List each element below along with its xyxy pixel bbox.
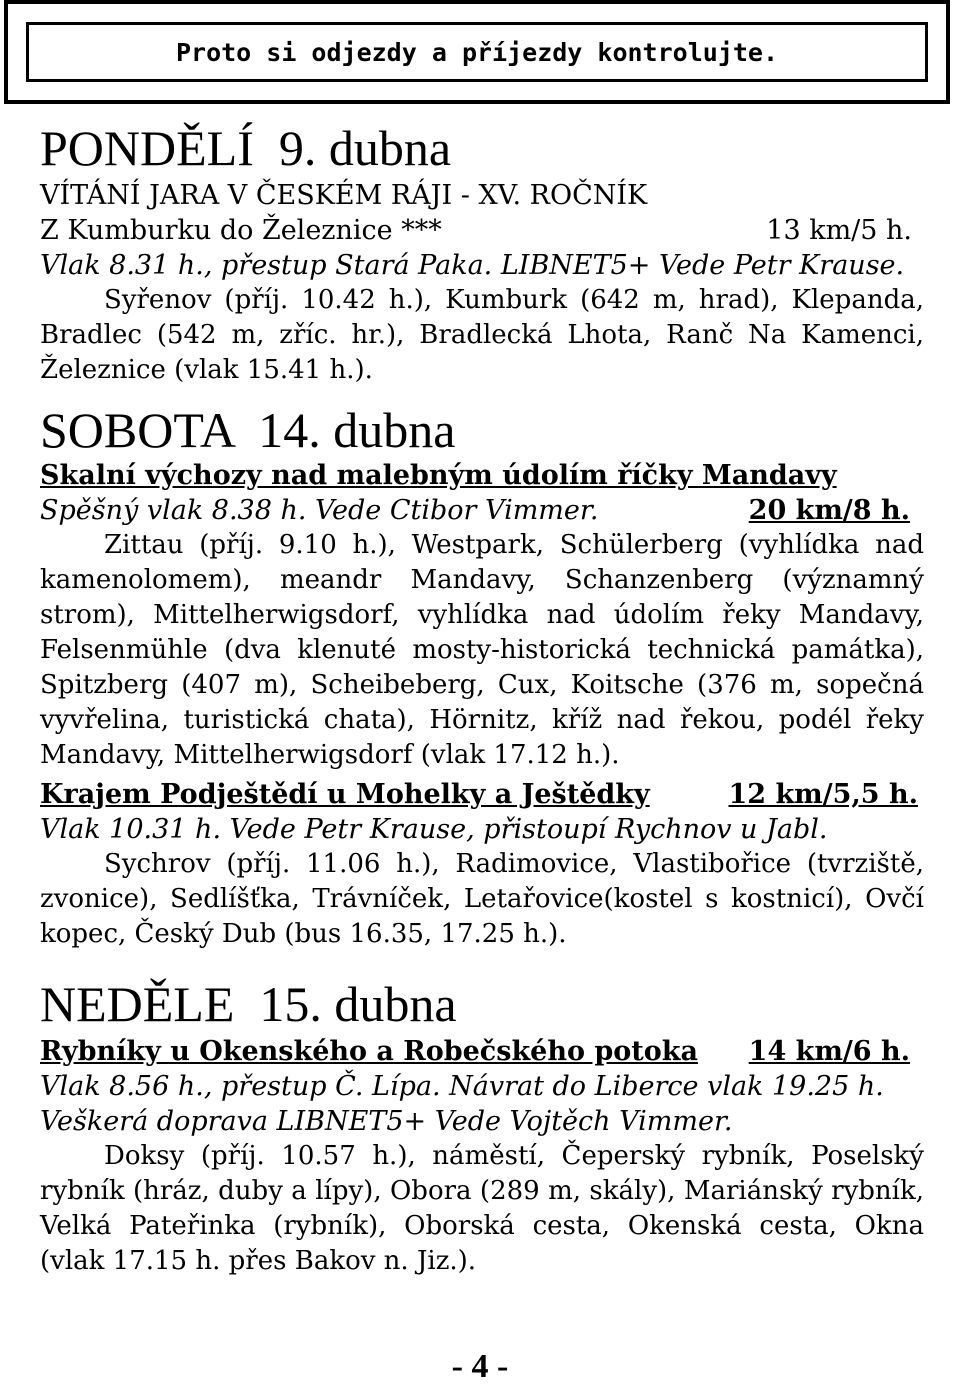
transport-text: Spěšný vlak 8.38 h. Vede Ctibor Vimmer.	[40, 495, 599, 526]
route-title-monday	[40, 213, 924, 248]
route-title-text: Z Kumburku do Železnice ***	[40, 215, 442, 246]
notice-box	[4, 0, 950, 104]
transport-saturday-2: Vlak 10.31 h. Vede Petr Krause, přistoupí Rychnov u Jabl.	[40, 814, 828, 845]
description-sunday: Doksy (příj. 10.57 h.), náměstí, Čeperský rybník, Poselský rybník (hráz, duby a lípy), Obora (289 m, skály), Mariánský rybník, Velká Pateřinka (rybník), Oborská cesta, Okenská cesta, Okna (vlak 17.15 h. přes Bakov n. Jiz.).	[40, 1141, 924, 1276]
trip-length-saturday-2: 12 km/5,5 h.	[728, 779, 918, 810]
transport-sunday-2: Veškerá doprava LIBNET5+ Vede Vojtěch Vimmer.	[40, 1106, 733, 1137]
day-title-sunday: NEDĚLE 15. dubna	[40, 976, 457, 1032]
trip-length-sunday: 14 km/6 h.	[748, 1036, 910, 1067]
notice-inner-frame	[26, 22, 928, 82]
trip-length-saturday-1: 20 km/8 h.	[748, 495, 910, 526]
transport-sunday-1: Vlak 8.56 h., přestup Č. Lípa. Návrat do Liberce vlak 19.25 h.	[40, 1071, 884, 1102]
event-title-text: VÍTÁNÍ JARA V ČESKÉM RÁJI - XV. ROČNÍK	[40, 180, 648, 211]
trip-title-text: Rybníky u Okenského a Robečského potoka	[40, 1036, 698, 1067]
notice-text: Proto si odjezdy a příjezdy kontrolujte.	[175, 37, 779, 67]
description-saturday-1: Zittau (příj. 9.10 h.), Westpark, Schülerberg (vyhlídka nad kamenolomem), meandr Mandavy, Schanzenberg (významný strom), Mittelherwigsdorf, vyhlídka nad údolím řeky Mandavy, Felsenmühle (dva klenuté mosty-historická technická památka), Spitzberg (407 m), Scheibeberg, Cux, Koitsche (376 m, sopečná vyvřelina, turistická chata), Hörnitz, kříž nad řekou, podél řeky Mandavy, Mittelherwigsdorf (vlak 17.12 h.).	[40, 530, 924, 770]
schedule-content	[40, 118, 924, 1279]
trip-title-saturday-1: Skalní výchozy nad malebným údolím říčky Mandavy	[40, 460, 837, 491]
trip-title-text: Krajem Podještědí u Mohelky a Ještědky	[40, 779, 650, 810]
trip-title-sunday	[40, 1034, 924, 1069]
event-title-monday	[40, 178, 924, 213]
route-length-monday: 13 km/5 h.	[766, 215, 912, 246]
page-number: - 4 -	[451, 1348, 509, 1385]
trip-title-saturday-2	[40, 777, 924, 812]
transport-monday: Vlak 8.31 h., přestup Stará Paka. LIBNET5+ Vede Petr Krause.	[40, 250, 905, 281]
day-title-saturday: SOBOTA 14. dubna	[40, 402, 456, 458]
description-saturday-2: Sychrov (příj. 11.06 h.), Radimovice, Vlastibořice (tvrziště, zvonice), Sedlíšťka, Trávníček, Letařovice(kostel s kostnicí), Ovčí kopec, Český Dub (bus 16.35, 17.25 h.).	[40, 849, 924, 949]
day-title-monday: PONDĚLÍ 9. dubna	[40, 120, 452, 176]
description-monday: Syřenov (příj. 10.42 h.), Kumburk (642 m, hrad), Klepanda, Bradlec (542 m, zříc. hr.), Bradlecká Lhota, Ranč Na Kamenci, Železnice (vlak 15.41 h.).	[40, 285, 924, 385]
transport-saturday-1	[40, 493, 924, 528]
